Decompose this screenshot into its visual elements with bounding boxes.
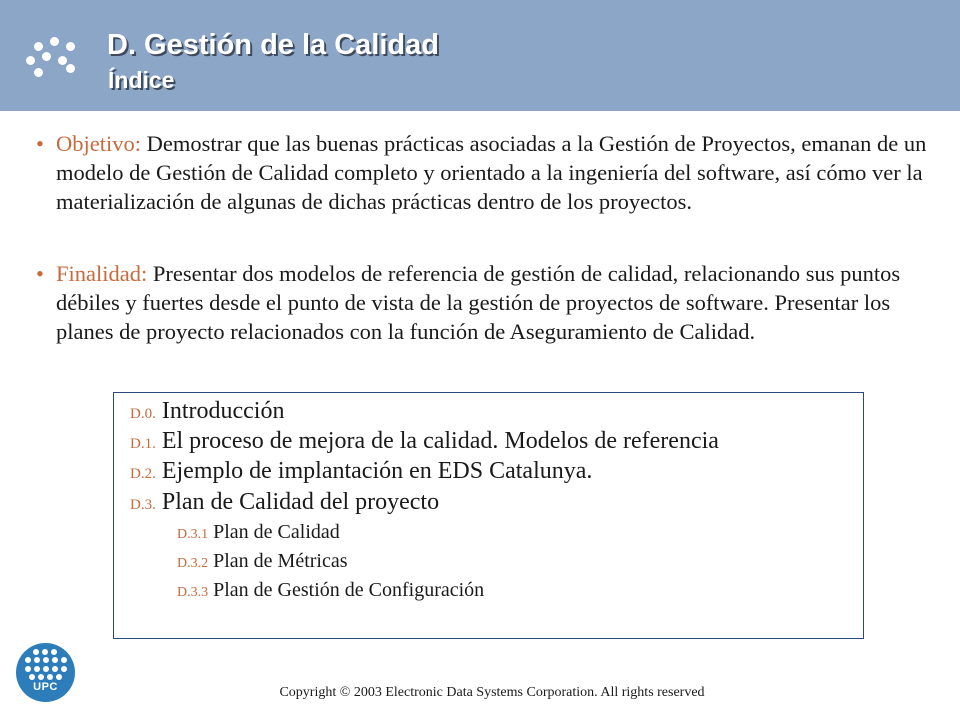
toc-item-code: D.2. <box>130 466 156 482</box>
toc-subitem-plan-calidad <box>177 519 340 548</box>
bullet-mark: • <box>36 261 44 286</box>
toc-item-plan-calidad-proyecto <box>130 487 439 520</box>
page-title: D. Gestión de la Calidad <box>107 29 439 61</box>
bullet-text <box>56 129 941 216</box>
toc-item-code: D.1. <box>130 436 156 452</box>
bullet-body: Presentar dos modelos de referencia de gestión de calidad, relacionando sus puntos débiles y fuertes desde el punto de vista de la gestión de proyectos de software. Presentar los planes de proyecto relacionados con la función de Aseguramiento de Calidad. <box>56 261 901 344</box>
bullet-label: Finalidad: <box>56 261 148 286</box>
bullet-text <box>56 259 941 346</box>
toc-item-code: D.3. <box>130 497 156 513</box>
toc-subitem-code: D.3.2 <box>177 556 209 571</box>
table-of-contents <box>113 392 864 639</box>
bullet-body: Demostrar que las buenas prácticas asociadas a la Gestión de Proyectos, emanan de un modelo de Gestión de Calidad completo y orientado a la ingeniería del software, así cómo ver la materialización de algunas de dichas prácticas dentro de los proyectos. <box>56 131 927 214</box>
bullet-label: Objetivo: <box>56 131 141 156</box>
toc-subitem-title: Plan de Calidad <box>213 521 340 543</box>
toc-subitem-title: Plan de Métricas <box>213 550 348 572</box>
toc-subitem-title: Plan de Gestión de Configuración <box>213 579 485 601</box>
toc-item-ejemplo <box>130 456 592 489</box>
bullet-objetivo <box>36 129 941 216</box>
toc-subitem-code: D.3.3 <box>177 585 209 600</box>
dots-pattern-icon <box>24 34 84 80</box>
bullet-finalidad <box>36 259 941 346</box>
toc-subitem-plan-configuracion <box>177 577 484 606</box>
copyright-text: Copyright © 2003 Electronic Data Systems Corporation. All rights reserved <box>279 685 705 700</box>
toc-item-title: Introducción <box>161 398 285 424</box>
header-banner <box>0 0 960 111</box>
toc-item-title: Plan de Calidad del proyecto <box>161 489 440 515</box>
bullet-mark: • <box>36 131 44 156</box>
toc-item-title: El proceso de mejora de la calidad. Modelos de referencia <box>161 428 719 454</box>
toc-item-introduccion <box>130 396 284 429</box>
toc-item-proceso-mejora <box>130 426 719 459</box>
page-subtitle: Índice <box>108 67 175 93</box>
logo-text: UPC <box>33 681 58 693</box>
toc-item-code: D.0. <box>130 406 156 422</box>
toc-subitem-plan-metricas <box>177 548 348 577</box>
toc-item-title: Ejemplo de implantación en EDS Catalunya. <box>161 458 593 484</box>
toc-subitem-code: D.3.1 <box>177 527 209 542</box>
